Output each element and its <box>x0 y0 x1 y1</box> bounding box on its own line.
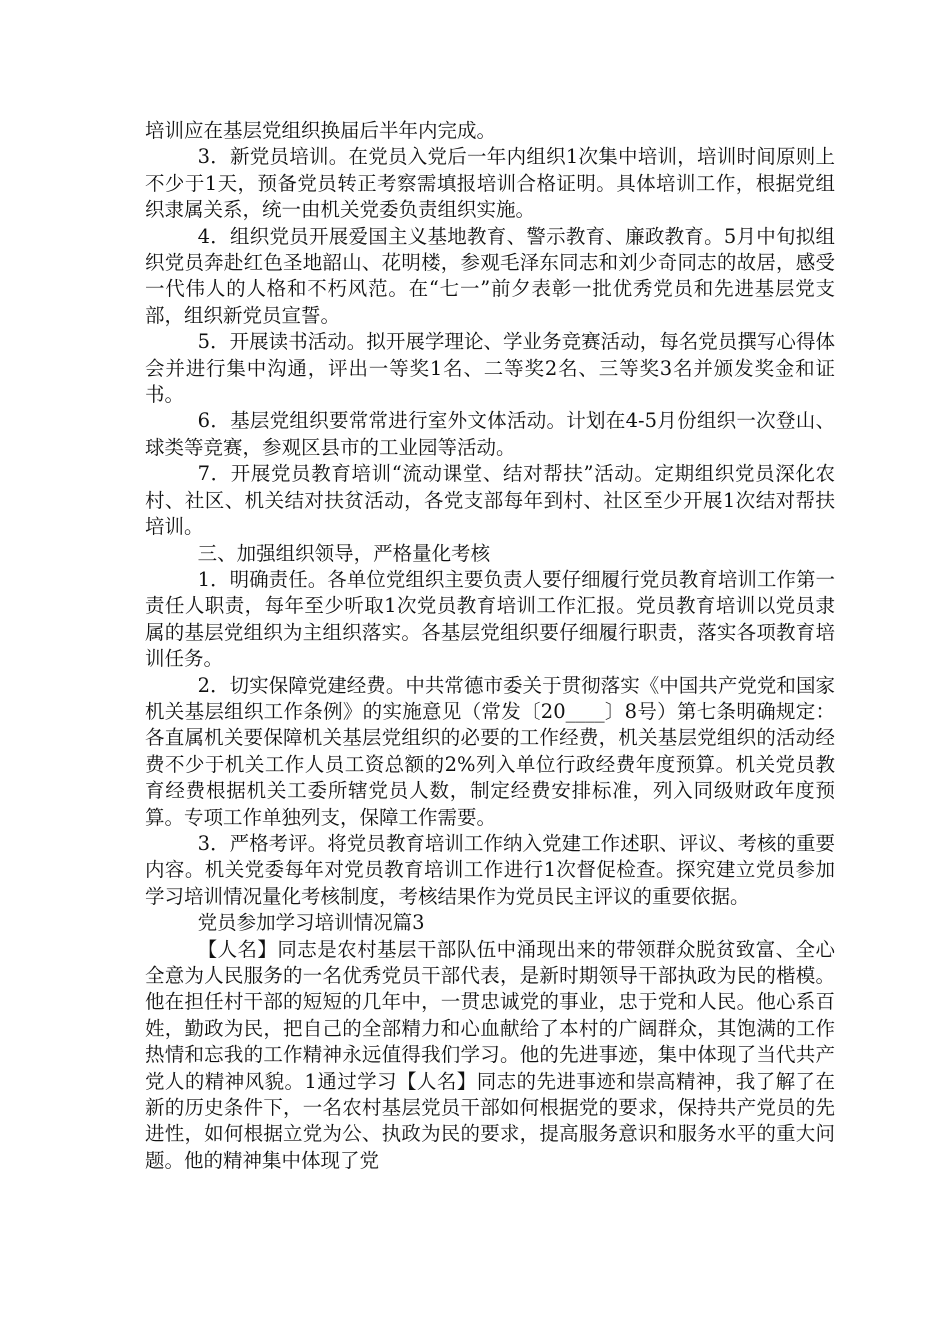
paragraph-exemplary-comrade: 【人名】同志是农村基层干部队伍中涌现出来的带领群众脱贫致富、全心全意为人民服务的一名优秀党员干部代表，是新时期领导干部执政为民的楷模。他在担任村干部的短短的几年中，一贯忠诚党的事业，忠于党和人民。他心系百姓，勤政为民，把自己的全部精力和心血献给了本村的广阔群众，其饱满的工作热情和忘我的工作精神永远值得我们学习。他的先进事迹，集中体现了当代共产党人的精神风貌。1通过学习【人名】同志的先进事迹和崇高精神，我了解了在新的历史条件下，一名农村基层党员干部如何根据党的要求，保持共产党员的先进性，如何根据立党为公、执政为民的要求，提高服务意识和服务水平的重大问题。他的精神集中体现了党 <box>145 937 835 1172</box>
paragraph-reading-activity: 5．开展读书活动。拟开展学理论、学业务竞赛活动，每名党员撰写心得体会并进行集中沟通，评出一等奖1名、二等奖2名、三等奖3名并颁发奖金和证书。 <box>145 330 835 407</box>
section-heading-leadership: 三、加强组织领导，严格量化考核 <box>197 541 491 565</box>
document-body <box>145 118 835 1174</box>
paragraph-continuation: 培训应在基层党组织换届后半年内完成。 <box>145 119 497 142</box>
paragraph-clarify-responsibility: 1．明确责任。各单位党组织主要负责人要仔细履行党员教育培训工作第一责任人职责，每年至少听取1次党员教育培训工作汇报。党员教育培训以党员隶属的基层党组织为主组织落实。各基层党组织要仔细履行职责，落实各项教育培训任务。 <box>145 567 835 671</box>
paragraph-outdoor-activity: 6．基层党组织要常常进行室外文体活动。计划在4-5月份组织一次登山、球类等竞赛，参观区县市的工业园等活动。 <box>145 409 835 459</box>
section-heading-part3: 党员参加学习培训情况篇3 <box>197 911 425 935</box>
paragraph-patriotic-education: 4．组织党员开展爱国主义基地教育、警示教育、廉政教育。5月中旬拟组织党员奔赴红色圣地韶山、花明楼，参观毛泽东同志和刘少奇同志的故居，感受一代伟人的人格和不朽风范。在“七一”前夕表彰一批优秀党员和先进基层党支部，组织新党员宣誓。 <box>145 224 835 327</box>
paragraph-funding: 2．切实保障党建经费。中共常德市委关于贯彻落实《中国共产党党和国家机关基层组织工作条例》的实施意见（常发〔20____〕8号）第七条明确规定：各直属机关要保障机关基层党组织的必要的工作经费，机关基层党组织的活动经费不少于机关工作人员工资总额的2%列入单位行政经费年度预算。机关党员教育经费根据机关工委所辖党员人数，制定经费安排标准，列入同级财政年度预算。专项工作单独列支，保障工作需要。 <box>145 673 835 829</box>
paragraph-new-member-training: 3．新党员培训。在党员入党后一年内组织1次集中培训，培训时间原则上不少于1天，预备党员转正考察需填报培训合格证明。具体培训工作，根据党组织隶属关系，统一由机关党委负责组织实施。 <box>145 145 835 222</box>
paragraph-evaluation: 3．严格考评。将党员教育培训工作纳入党建工作述职、评议、考核的重要内容。机关党委每年对党员教育培训工作进行1次督促检查。探究建立党员参加学习培训情况量化考核制度，考核结果作为党员民主评议的重要依据。 <box>145 831 835 908</box>
paragraph-mobile-classroom: 7．开展党员教育培训“流动课堂、结对帮扶”活动。定期组织党员深化农村、社区、机关结对扶贫活动，各党支部每年到村、社区至少开展1次结对帮扶培训。 <box>145 462 835 539</box>
